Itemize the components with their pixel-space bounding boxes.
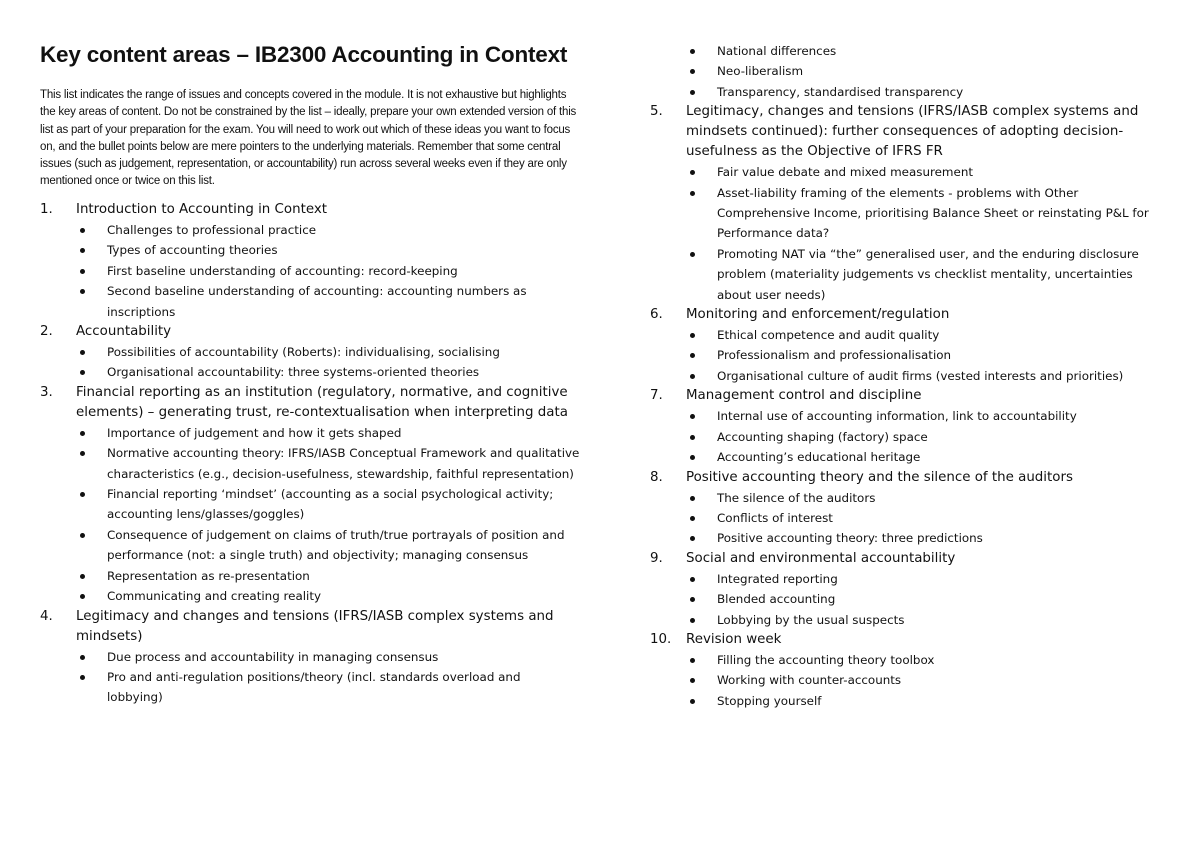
bullet-item [717, 41, 1170, 61]
bullet-item [107, 667, 580, 708]
bullet-dot-icon [690, 658, 695, 663]
right-column [650, 41, 1170, 711]
bullet-text: Internal use of accounting information, link to accountability [717, 409, 1077, 424]
bullet-dot-icon [690, 353, 695, 358]
continued-bullet-list [650, 41, 1170, 102]
section-bullet-list [650, 650, 1170, 711]
section-heading: Introduction to Accounting in Context [76, 202, 327, 217]
bullet-dot-icon [690, 455, 695, 460]
bullet-item [107, 281, 580, 322]
bullet-text: Financial reporting ‘mindset’ (accounting as a social psychological activity; accounting lens/glasses/goggles) [107, 487, 554, 522]
bullet-dot-icon [690, 414, 695, 419]
bullet-dot-icon [690, 536, 695, 541]
bullet-dot-icon [690, 69, 695, 74]
bullet-item [717, 82, 1170, 102]
bullet-text: Organisational accountability: three systems-oriented theories [107, 365, 480, 380]
bullet-item [717, 528, 1170, 548]
bullet-dot-icon [690, 618, 695, 623]
section-item [40, 607, 580, 708]
bullet-dot-icon [690, 191, 695, 196]
section-item [650, 630, 1170, 711]
bullet-item [717, 691, 1170, 711]
section-number: 7. [650, 388, 663, 404]
bullet-dot-icon [690, 435, 695, 440]
bullet-text: Integrated reporting [717, 571, 838, 586]
section-heading: Positive accounting theory and the silence of the auditors [686, 469, 1073, 485]
left-column [40, 200, 580, 708]
bullet-item [717, 366, 1170, 386]
bullet-item [717, 650, 1170, 670]
bullet-dot-icon [690, 333, 695, 338]
bullet-dot-icon [690, 597, 695, 602]
bullet-item [107, 484, 580, 525]
section-item [650, 102, 1170, 305]
bullet-text: Blended accounting [717, 592, 836, 607]
bullet-text: Possibilities of accountability (Roberts): individualising, socialising [107, 345, 500, 360]
bullet-text: Challenges to professional practice [107, 223, 317, 237]
bullet-item [717, 610, 1170, 630]
bullet-item [717, 61, 1170, 81]
bullet-item [717, 589, 1170, 609]
section-number: 3. [40, 384, 53, 400]
bullet-dot-icon [690, 516, 695, 521]
section-heading: Legitimacy and changes and tensions (IFRS/IASB complex systems and mindsets) [76, 608, 554, 644]
bullet-item [717, 183, 1170, 244]
section-bullet-list [40, 647, 580, 708]
section-item [40, 322, 580, 383]
bullet-text: Types of accounting theories [107, 243, 278, 258]
bullet-text: Second baseline understanding of accounting: accounting numbers as inscriptions [107, 284, 527, 319]
bullet-dot-icon [80, 248, 85, 253]
bullet-item [107, 423, 580, 443]
section-bullet-list [650, 325, 1170, 386]
bullet-text: Conflicts of interest [717, 510, 833, 525]
section-bullet-list [650, 406, 1170, 467]
section-number: 2. [40, 324, 53, 340]
bullet-item [107, 342, 580, 362]
bullet-text: First baseline understanding of accounting: record-keeping [107, 263, 458, 278]
document-title: Key content areas – IB2300 Accounting in Context [40, 42, 568, 67]
section-item [650, 305, 1170, 386]
bullet-item [107, 586, 580, 606]
section-number: 9. [650, 550, 663, 566]
bullet-dot-icon [80, 594, 85, 599]
bullet-item [717, 427, 1170, 447]
bullet-text: Due process and accountability in managing consensus [107, 649, 439, 664]
section-number: 10. [650, 631, 672, 647]
bullet-text: Stopping yourself [717, 693, 822, 708]
bullet-item [717, 162, 1170, 182]
bullet-text: Fair value debate and mixed measurement [717, 165, 974, 180]
bullet-item [717, 569, 1170, 589]
section-number: 6. [650, 307, 663, 323]
bullet-dot-icon [80, 289, 85, 294]
bullet-dot-icon [80, 574, 85, 579]
section-item [650, 549, 1170, 630]
bullet-dot-icon [690, 699, 695, 704]
bullet-item [107, 362, 580, 382]
bullet-dot-icon [80, 655, 85, 660]
bullet-dot-icon [80, 350, 85, 355]
bullet-text: Importance of judgement and how it gets shaped [107, 425, 402, 440]
bullet-text: Transparency, standardised transparency [717, 84, 964, 99]
section-bullet-list [40, 423, 580, 607]
bullet-item [107, 525, 580, 566]
bullet-dot-icon [690, 577, 695, 582]
bullet-text: Normative accounting theory: IFRS/IASB Conceptual Framework and qualitative characteristics (e.g., decision-usefulness, stewardship, faithful representation) [107, 446, 580, 481]
bullet-item [717, 508, 1170, 528]
bullet-dot-icon [80, 533, 85, 538]
bullet-text: Working with counter-accounts [717, 673, 902, 688]
section-number: 1. [40, 202, 53, 217]
section-number: 8. [650, 469, 663, 485]
bullet-item [717, 244, 1170, 305]
left-section-list [40, 200, 580, 708]
section-heading: Legitimacy, changes and tensions (IFRS/IASB complex systems and mindsets continued): further consequences of adopting decision-usefulness as the Objective of IFRS FR [686, 104, 1139, 160]
bullet-text: Representation as re-presentation [107, 568, 310, 583]
bullet-text: Organisational culture of audit firms (vested interests and priorities) [717, 368, 1124, 383]
bullet-item [717, 325, 1170, 345]
bullet-item [107, 566, 580, 586]
section-heading: Accountability [76, 324, 172, 340]
bullet-dot-icon [80, 228, 85, 233]
bullet-text: Asset-liability framing of the elements - problems with Other Comprehensive Income, prioritising Balance Sheet or reinstating P&L for Performance data? [717, 185, 1149, 241]
section-heading: Management control and discipline [686, 388, 922, 404]
bullet-text: National differences [717, 44, 837, 58]
bullet-text: Lobbying by the usual suspects [717, 612, 905, 627]
bullet-dot-icon [80, 451, 85, 456]
section-item [40, 383, 580, 607]
bullet-text: Ethical competence and audit quality [717, 328, 940, 343]
section-heading: Financial reporting as an institution (regulatory, normative, and cognitive elements) – generating trust, re-contextualisation when interpreting data [76, 384, 568, 420]
bullet-dot-icon [690, 49, 695, 54]
section-bullet-list [40, 342, 580, 383]
section-number: 4. [40, 608, 53, 624]
bullet-item [107, 240, 580, 260]
bullet-dot-icon [690, 252, 695, 257]
section-heading: Revision week [686, 631, 782, 647]
section-bullet-list [650, 488, 1170, 549]
bullet-dot-icon [690, 90, 695, 95]
bullet-text: Accounting’s educational heritage [717, 450, 921, 465]
bullet-dot-icon [80, 675, 85, 680]
bullet-dot-icon [80, 431, 85, 436]
right-section-list [650, 102, 1170, 711]
bullet-item [717, 345, 1170, 365]
bullet-item [717, 406, 1170, 426]
section-bullet-list [40, 220, 580, 322]
bullet-item [717, 447, 1170, 467]
bullet-text: Positive accounting theory: three predictions [717, 531, 983, 546]
section-heading: Monitoring and enforcement/regulation [686, 307, 950, 323]
bullet-dot-icon [80, 269, 85, 274]
bullet-dot-icon [690, 374, 695, 379]
bullet-text: Communicating and creating reality [107, 589, 322, 604]
section-item [40, 200, 580, 322]
bullet-text: Pro and anti-regulation positions/theory (incl. standards overload and lobbying) [107, 669, 521, 705]
bullet-text: Consequence of judgement on claims of truth/true portrayals of position and performance (not: a single truth) and objectivity; managing consensus [107, 527, 565, 563]
bullet-dot-icon [690, 678, 695, 683]
section-item [650, 468, 1170, 549]
bullet-text: Filling the accounting theory toolbox [717, 652, 935, 667]
bullet-text: Promoting NAT via “the” generalised user, and the enduring disclosure problem (materiality judgements vs checklist mentality, uncertainties about user needs) [717, 246, 1139, 302]
bullet-text: Professionalism and professionalisation [717, 348, 952, 363]
intro-paragraph: This list indicates the range of issues and concepts covered in the module. It is not exhaustive but highlights the key areas of content. Do not be constrained by the list – ideally, prepare your own extended version of this list as part of your preparation for the exam. You will need to work out which of these ideas you want to focus on, and the bullet points below are mere pointers to the underlying materials. Remember that some central issues (such as judgement, representation, or accountability) run across several weeks even if they are only mentioned once or twice on this list. [40, 89, 577, 188]
bullet-item [717, 488, 1170, 508]
section-heading: Social and environmental accountability [686, 550, 956, 566]
section-item [650, 386, 1170, 467]
bullet-item [107, 443, 580, 484]
bullet-dot-icon [80, 492, 85, 497]
bullet-item [107, 261, 580, 281]
bullet-dot-icon [690, 496, 695, 501]
section-bullet-list [650, 162, 1170, 305]
bullet-text: Neo-liberalism [717, 64, 804, 79]
bullet-dot-icon [80, 370, 85, 375]
bullet-text: Accounting shaping (factory) space [717, 429, 928, 444]
section-number: 5. [650, 104, 663, 120]
bullet-item [107, 220, 580, 240]
bullet-text: The silence of the auditors [717, 490, 876, 505]
bullet-dot-icon [690, 170, 695, 175]
bullet-item [107, 647, 580, 667]
bullet-item [717, 670, 1170, 690]
section-bullet-list [650, 569, 1170, 630]
